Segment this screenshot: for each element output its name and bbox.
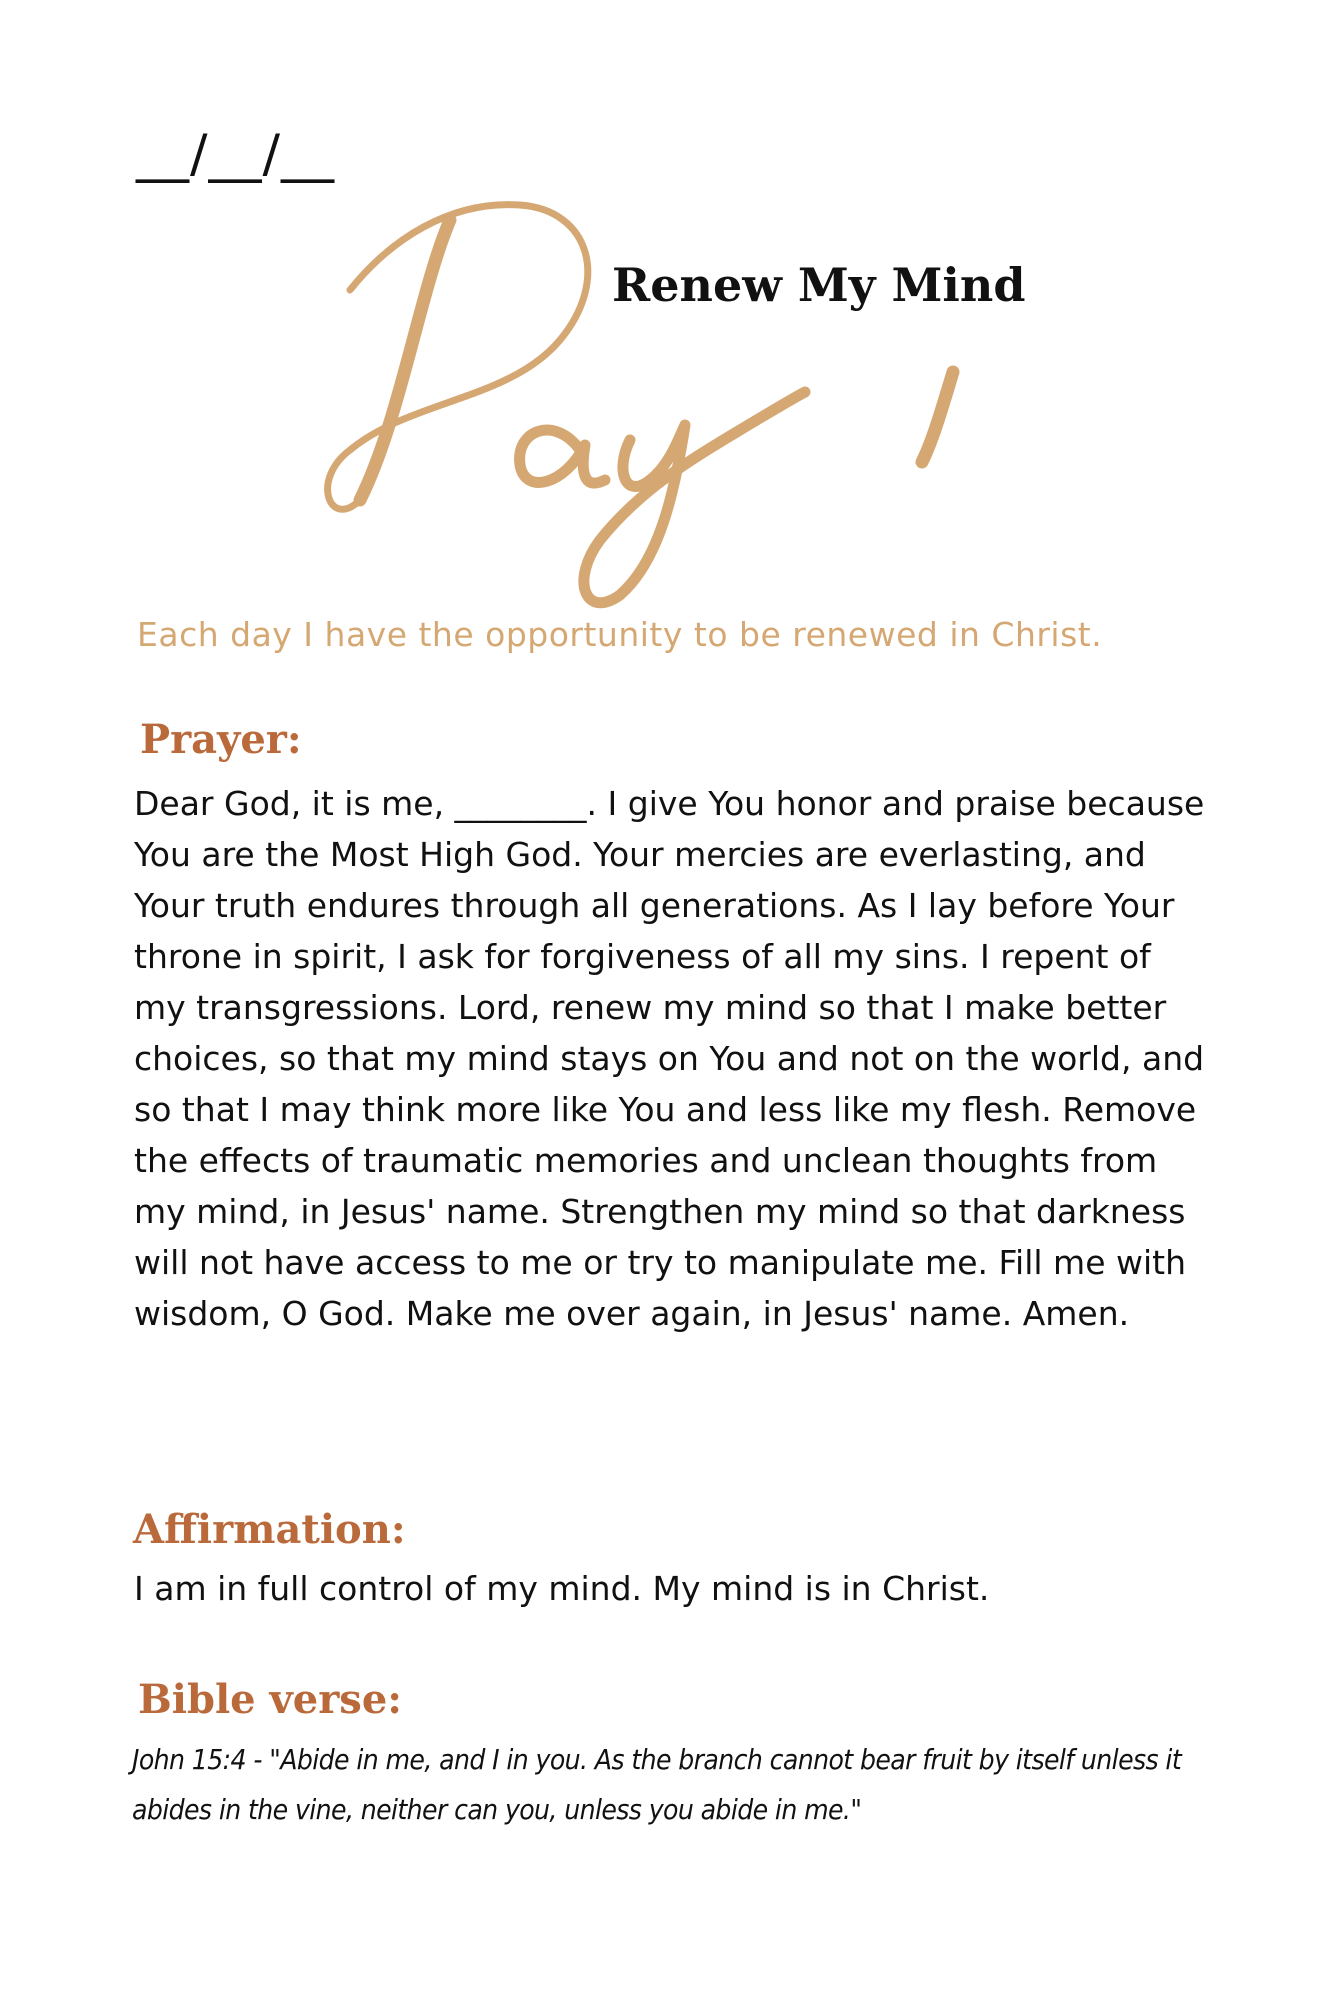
page-title: Renew My Mind (612, 258, 1026, 312)
affirmation-heading: Affirmation: (133, 1506, 406, 1553)
bible-verse-heading: Bible verse: (138, 1676, 403, 1723)
prayer-heading: Prayer: (140, 716, 302, 763)
affirmation-text: I am in full control of my mind. My mind is in Christ. (134, 1569, 990, 1608)
tagline: Each day I have the opportunity to be renewed in Christ. (137, 615, 1103, 654)
prayer-text: Dear God, it is me, ________. I give You honor and praise because You are the Most High God. Your mercies are everlasting, and Your truth endures through all generations. As I lay before Your throne in spirit, I ask for forgiveness of all my sins. I repent of my transgressions. Lord, renew my mind so that I make better choices, so that my mind stays on You and not on the world, and so that I may think more like You and less like my flesh. Remove the effects of traumatic memories and unclean thoughts from my mind, in Jesus' name. Strengthen my mind so that darkness will not have access to me or try to manipulate me. Fill me with wisdom, O God. Make me over again, in Jesus' name. Amen. (134, 784, 1205, 1333)
bible-verse-text: John 15:4 - "Abide in me, and I in you. As the branch cannot bear fruit by itself unless it abides in the vine, neither can you, unless you abide in me." (132, 1743, 1182, 1826)
date-placeholder: __/__/__ (136, 124, 336, 184)
